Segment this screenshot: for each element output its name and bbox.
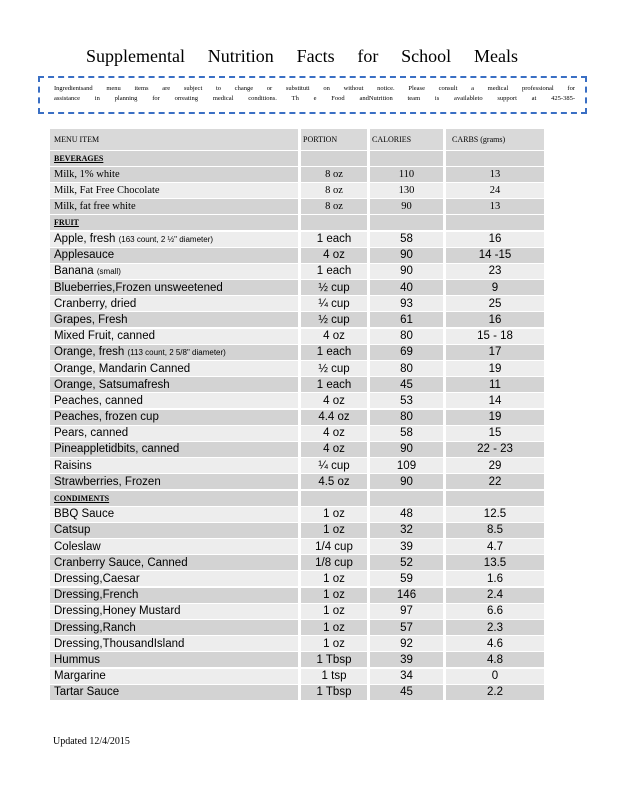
portion-cell: 1 each — [301, 377, 367, 392]
empty-cell — [446, 491, 544, 506]
carbs-cell: 25 — [446, 296, 544, 311]
item-name-cell — [50, 312, 298, 327]
calories-cell: 39 — [370, 539, 443, 554]
calories-cell: 80 — [370, 361, 443, 376]
item-name-cell — [50, 636, 298, 651]
item-name: Pineappletidbits, canned — [54, 443, 180, 456]
calories-cell: 90 — [370, 264, 443, 279]
item-name: Dressing,Honey Mustard — [54, 605, 181, 618]
table-row — [50, 344, 544, 360]
table-row — [50, 409, 544, 425]
item-name-cell — [50, 167, 298, 182]
calories-cell: 58 — [370, 426, 443, 441]
portion-cell: 8 oz — [301, 199, 367, 214]
carbs-cell: 29 — [446, 458, 544, 473]
item-name: Catsup — [54, 524, 91, 537]
item-name-cell — [50, 474, 298, 489]
table-row — [50, 587, 544, 603]
calories-cell: 39 — [370, 652, 443, 667]
carbs-cell: 22 — [446, 474, 544, 489]
portion-cell: 1 each — [301, 264, 367, 279]
portion-cell: 1 Tbsp — [301, 652, 367, 667]
portion-cell: 1 oz — [301, 571, 367, 586]
carbs-cell: 16 — [446, 232, 544, 247]
table-row — [50, 555, 544, 571]
item-note: (113 count, 2 5/8" diameter) — [127, 347, 226, 357]
portion-cell: 4.4 oz — [301, 410, 367, 425]
table-row — [50, 474, 544, 490]
table-row — [50, 296, 544, 312]
item-name: Margarine — [54, 670, 106, 683]
portion-cell: 1 each — [301, 232, 367, 247]
item-note: (small) — [96, 266, 121, 276]
calories-cell: 53 — [370, 393, 443, 408]
calories-cell: 58 — [370, 232, 443, 247]
carbs-cell: 4.7 — [446, 539, 544, 554]
calories-cell: 93 — [370, 296, 443, 311]
calories-cell: 59 — [370, 571, 443, 586]
carbs-cell: 12.5 — [446, 507, 544, 522]
table-row — [50, 166, 544, 182]
carbs-cell: 8.5 — [446, 523, 544, 538]
carbs-cell: 13 — [446, 167, 544, 182]
item-name: Orange, Satsumafresh — [54, 378, 170, 391]
item-name-cell — [50, 361, 298, 376]
table-header — [50, 128, 544, 150]
item-name: Milk, Fat Free Chocolate — [54, 184, 160, 196]
table-row — [50, 603, 544, 619]
portion-cell: 1 oz — [301, 507, 367, 522]
item-name-cell — [50, 280, 298, 295]
item-name-cell — [50, 458, 298, 473]
table-row — [50, 280, 544, 296]
calories-cell: 90 — [370, 442, 443, 457]
header-portion: PORTION — [301, 129, 367, 150]
table-row — [50, 522, 544, 538]
portion-cell: 1 each — [301, 345, 367, 360]
page-title — [86, 46, 518, 67]
empty-cell — [370, 151, 443, 166]
section-label: FRUIT — [54, 218, 79, 228]
item-name-cell — [50, 523, 298, 538]
item-name: Milk, fat free white — [54, 201, 136, 213]
item-name-cell — [50, 555, 298, 570]
section-label: CONDIMENTS — [54, 493, 110, 503]
item-name: Dressing,ThousandIsland — [54, 637, 185, 650]
title-word: Supplemental — [86, 46, 185, 66]
calories-cell: 90 — [370, 474, 443, 489]
calories-cell: 57 — [370, 620, 443, 635]
item-name-cell — [50, 345, 298, 360]
table-row — [50, 425, 544, 441]
item-name-cell — [50, 539, 298, 554]
notice-line-2: assistance in planning for orreating medical conditions. Th e Food andNutrition team is availableto support at 425-385- — [54, 95, 575, 102]
notice-line-1: Ingredientsand menu items are subject to change or substituti on without notice. Please consult a medical professional for — [54, 85, 575, 92]
portion-cell: 4 oz — [301, 393, 367, 408]
portion-cell: 1/4 cup — [301, 539, 367, 554]
table-row — [50, 668, 544, 684]
portion-cell: 1 tsp — [301, 669, 367, 684]
item-name: Apple, fresh — [54, 233, 116, 246]
calories-cell: 109 — [370, 458, 443, 473]
item-note: (163 count, 2 ½" diameter) — [118, 234, 214, 244]
carbs-cell: 11 — [446, 377, 544, 392]
table-row — [50, 328, 544, 344]
item-name-cell — [50, 183, 298, 198]
item-name: Dressing,Ranch — [54, 621, 136, 634]
carbs-cell: 14 -15 — [446, 248, 544, 263]
item-name-cell — [50, 571, 298, 586]
item-name: Coleslaw — [54, 540, 101, 553]
table-row — [50, 684, 544, 700]
table-row — [50, 247, 544, 263]
calories-cell: 90 — [370, 199, 443, 214]
portion-cell: 4 oz — [301, 442, 367, 457]
title-word: Nutrition — [207, 46, 274, 66]
nutrition-table — [50, 128, 544, 700]
carbs-cell: 1.6 — [446, 571, 544, 586]
item-name: Tartar Sauce — [54, 686, 120, 699]
item-name: Applesauce — [54, 249, 115, 262]
item-name-cell — [50, 199, 298, 214]
carbs-cell: 4.6 — [446, 636, 544, 651]
header-calories: CALORIES — [370, 129, 443, 150]
section-header-row — [50, 150, 544, 166]
header-carbs: CARBS (grams) — [446, 129, 544, 150]
table-row — [50, 377, 544, 393]
table-row — [50, 182, 544, 198]
item-name: Peaches, canned — [54, 394, 143, 407]
portion-cell: ¼ cup — [301, 296, 367, 311]
calories-cell: 69 — [370, 345, 443, 360]
carbs-cell: 23 — [446, 264, 544, 279]
section-label-cell — [50, 151, 298, 166]
item-name: Banana — [54, 265, 94, 278]
carbs-cell: 13 — [446, 199, 544, 214]
empty-cell — [370, 491, 443, 506]
carbs-cell: 2.4 — [446, 588, 544, 603]
portion-cell: 8 oz — [301, 167, 367, 182]
item-name-cell — [50, 604, 298, 619]
table-row — [50, 393, 544, 409]
portion-cell: 4 oz — [301, 248, 367, 263]
portion-cell: 1 oz — [301, 523, 367, 538]
table-row — [50, 636, 544, 652]
item-name-cell — [50, 232, 298, 247]
empty-cell — [301, 491, 367, 506]
item-name-cell — [50, 588, 298, 603]
calories-cell: 32 — [370, 523, 443, 538]
table-row — [50, 231, 544, 247]
carbs-cell: 15 - 18 — [446, 329, 544, 344]
item-name: Peaches, frozen cup — [54, 411, 159, 424]
item-name: Blueberries,Frozen unsweetened — [54, 281, 223, 294]
calories-cell: 80 — [370, 410, 443, 425]
carbs-cell: 19 — [446, 410, 544, 425]
item-name-cell — [50, 652, 298, 667]
title-word: Meals — [473, 46, 518, 66]
section-label: BEVERAGES — [54, 153, 104, 163]
portion-cell: ½ cup — [301, 312, 367, 327]
table-row — [50, 506, 544, 522]
empty-cell — [301, 215, 367, 230]
calories-cell: 45 — [370, 377, 443, 392]
carbs-cell: 2.3 — [446, 620, 544, 635]
portion-cell: 1 oz — [301, 636, 367, 651]
table-row — [50, 360, 544, 376]
portion-cell: ¼ cup — [301, 458, 367, 473]
item-name: Hummus — [54, 653, 101, 666]
table-row — [50, 652, 544, 668]
calories-cell: 110 — [370, 167, 443, 182]
carbs-cell: 9 — [446, 280, 544, 295]
carbs-cell: 19 — [446, 361, 544, 376]
portion-cell: 8 oz — [301, 183, 367, 198]
portion-cell: 1 oz — [301, 588, 367, 603]
calories-cell: 48 — [370, 507, 443, 522]
item-name: Grapes, Fresh — [54, 313, 128, 326]
item-name-cell — [50, 377, 298, 392]
item-name-cell — [50, 669, 298, 684]
calories-cell: 90 — [370, 248, 443, 263]
header-menu-item: MENU ITEM — [50, 129, 298, 150]
section-header-row — [50, 215, 544, 231]
calories-cell: 92 — [370, 636, 443, 651]
carbs-cell: 24 — [446, 183, 544, 198]
carbs-cell: 16 — [446, 312, 544, 327]
portion-cell: 1/8 cup — [301, 555, 367, 570]
portion-cell: 1 oz — [301, 604, 367, 619]
portion-cell: 1 oz — [301, 620, 367, 635]
item-name-cell — [50, 410, 298, 425]
calories-cell: 130 — [370, 183, 443, 198]
empty-cell — [301, 151, 367, 166]
item-name-cell — [50, 685, 298, 700]
table-row — [50, 312, 544, 328]
item-name-cell — [50, 296, 298, 311]
portion-cell: ½ cup — [301, 280, 367, 295]
item-name: Dressing,French — [54, 589, 139, 602]
calories-cell: 97 — [370, 604, 443, 619]
item-name: Pears, canned — [54, 427, 129, 440]
portion-cell: ½ cup — [301, 361, 367, 376]
item-name-cell — [50, 442, 298, 457]
item-name-cell — [50, 426, 298, 441]
carbs-cell: 15 — [446, 426, 544, 441]
carbs-cell: 4.8 — [446, 652, 544, 667]
table-row — [50, 458, 544, 474]
carbs-cell: 17 — [446, 345, 544, 360]
item-name: Cranberry, dried — [54, 297, 137, 310]
portion-cell: 4 oz — [301, 329, 367, 344]
carbs-cell: 13.5 — [446, 555, 544, 570]
calories-cell: 34 — [370, 669, 443, 684]
title-word: School — [401, 46, 452, 66]
item-name: Raisins — [54, 459, 92, 472]
title-word: Facts — [296, 46, 335, 66]
carbs-cell: 22 - 23 — [446, 442, 544, 457]
table-row — [50, 263, 544, 279]
item-name-cell — [50, 507, 298, 522]
calories-cell: 80 — [370, 329, 443, 344]
table-row — [50, 619, 544, 635]
item-name: Mixed Fruit, canned — [54, 330, 155, 343]
portion-cell: 4 oz — [301, 426, 367, 441]
item-name-cell — [50, 329, 298, 344]
item-name: Cranberry Sauce, Canned — [54, 556, 188, 569]
calories-cell: 146 — [370, 588, 443, 603]
item-name: Strawberries, Frozen — [54, 475, 161, 488]
item-name: Orange, fresh — [54, 346, 125, 359]
section-header-row — [50, 490, 544, 506]
notice-box — [38, 76, 587, 114]
item-name-cell — [50, 393, 298, 408]
table-row — [50, 571, 544, 587]
portion-cell: 4.5 oz — [301, 474, 367, 489]
table-row — [50, 199, 544, 215]
item-name: Milk, 1% white — [54, 168, 120, 180]
title-word: for — [357, 46, 379, 66]
carbs-cell: 6.6 — [446, 604, 544, 619]
table-row — [50, 441, 544, 457]
calories-cell: 61 — [370, 312, 443, 327]
item-name: Orange, Mandarin Canned — [54, 362, 191, 375]
item-name-cell — [50, 620, 298, 635]
carbs-cell: 14 — [446, 393, 544, 408]
item-name: BBQ Sauce — [54, 508, 115, 521]
empty-cell — [446, 215, 544, 230]
table-row — [50, 539, 544, 555]
section-label-cell — [50, 215, 298, 230]
calories-cell: 52 — [370, 555, 443, 570]
calories-cell: 40 — [370, 280, 443, 295]
carbs-cell: 2.2 — [446, 685, 544, 700]
section-label-cell — [50, 491, 298, 506]
portion-cell: 1 Tbsp — [301, 685, 367, 700]
empty-cell — [370, 215, 443, 230]
carbs-cell: 0 — [446, 669, 544, 684]
calories-cell: 45 — [370, 685, 443, 700]
empty-cell — [446, 151, 544, 166]
item-name: Dressing,Caesar — [54, 572, 140, 585]
updated-date: Updated 12/4/2015 — [53, 736, 130, 747]
item-name-cell — [50, 248, 298, 263]
item-name-cell — [50, 264, 298, 279]
